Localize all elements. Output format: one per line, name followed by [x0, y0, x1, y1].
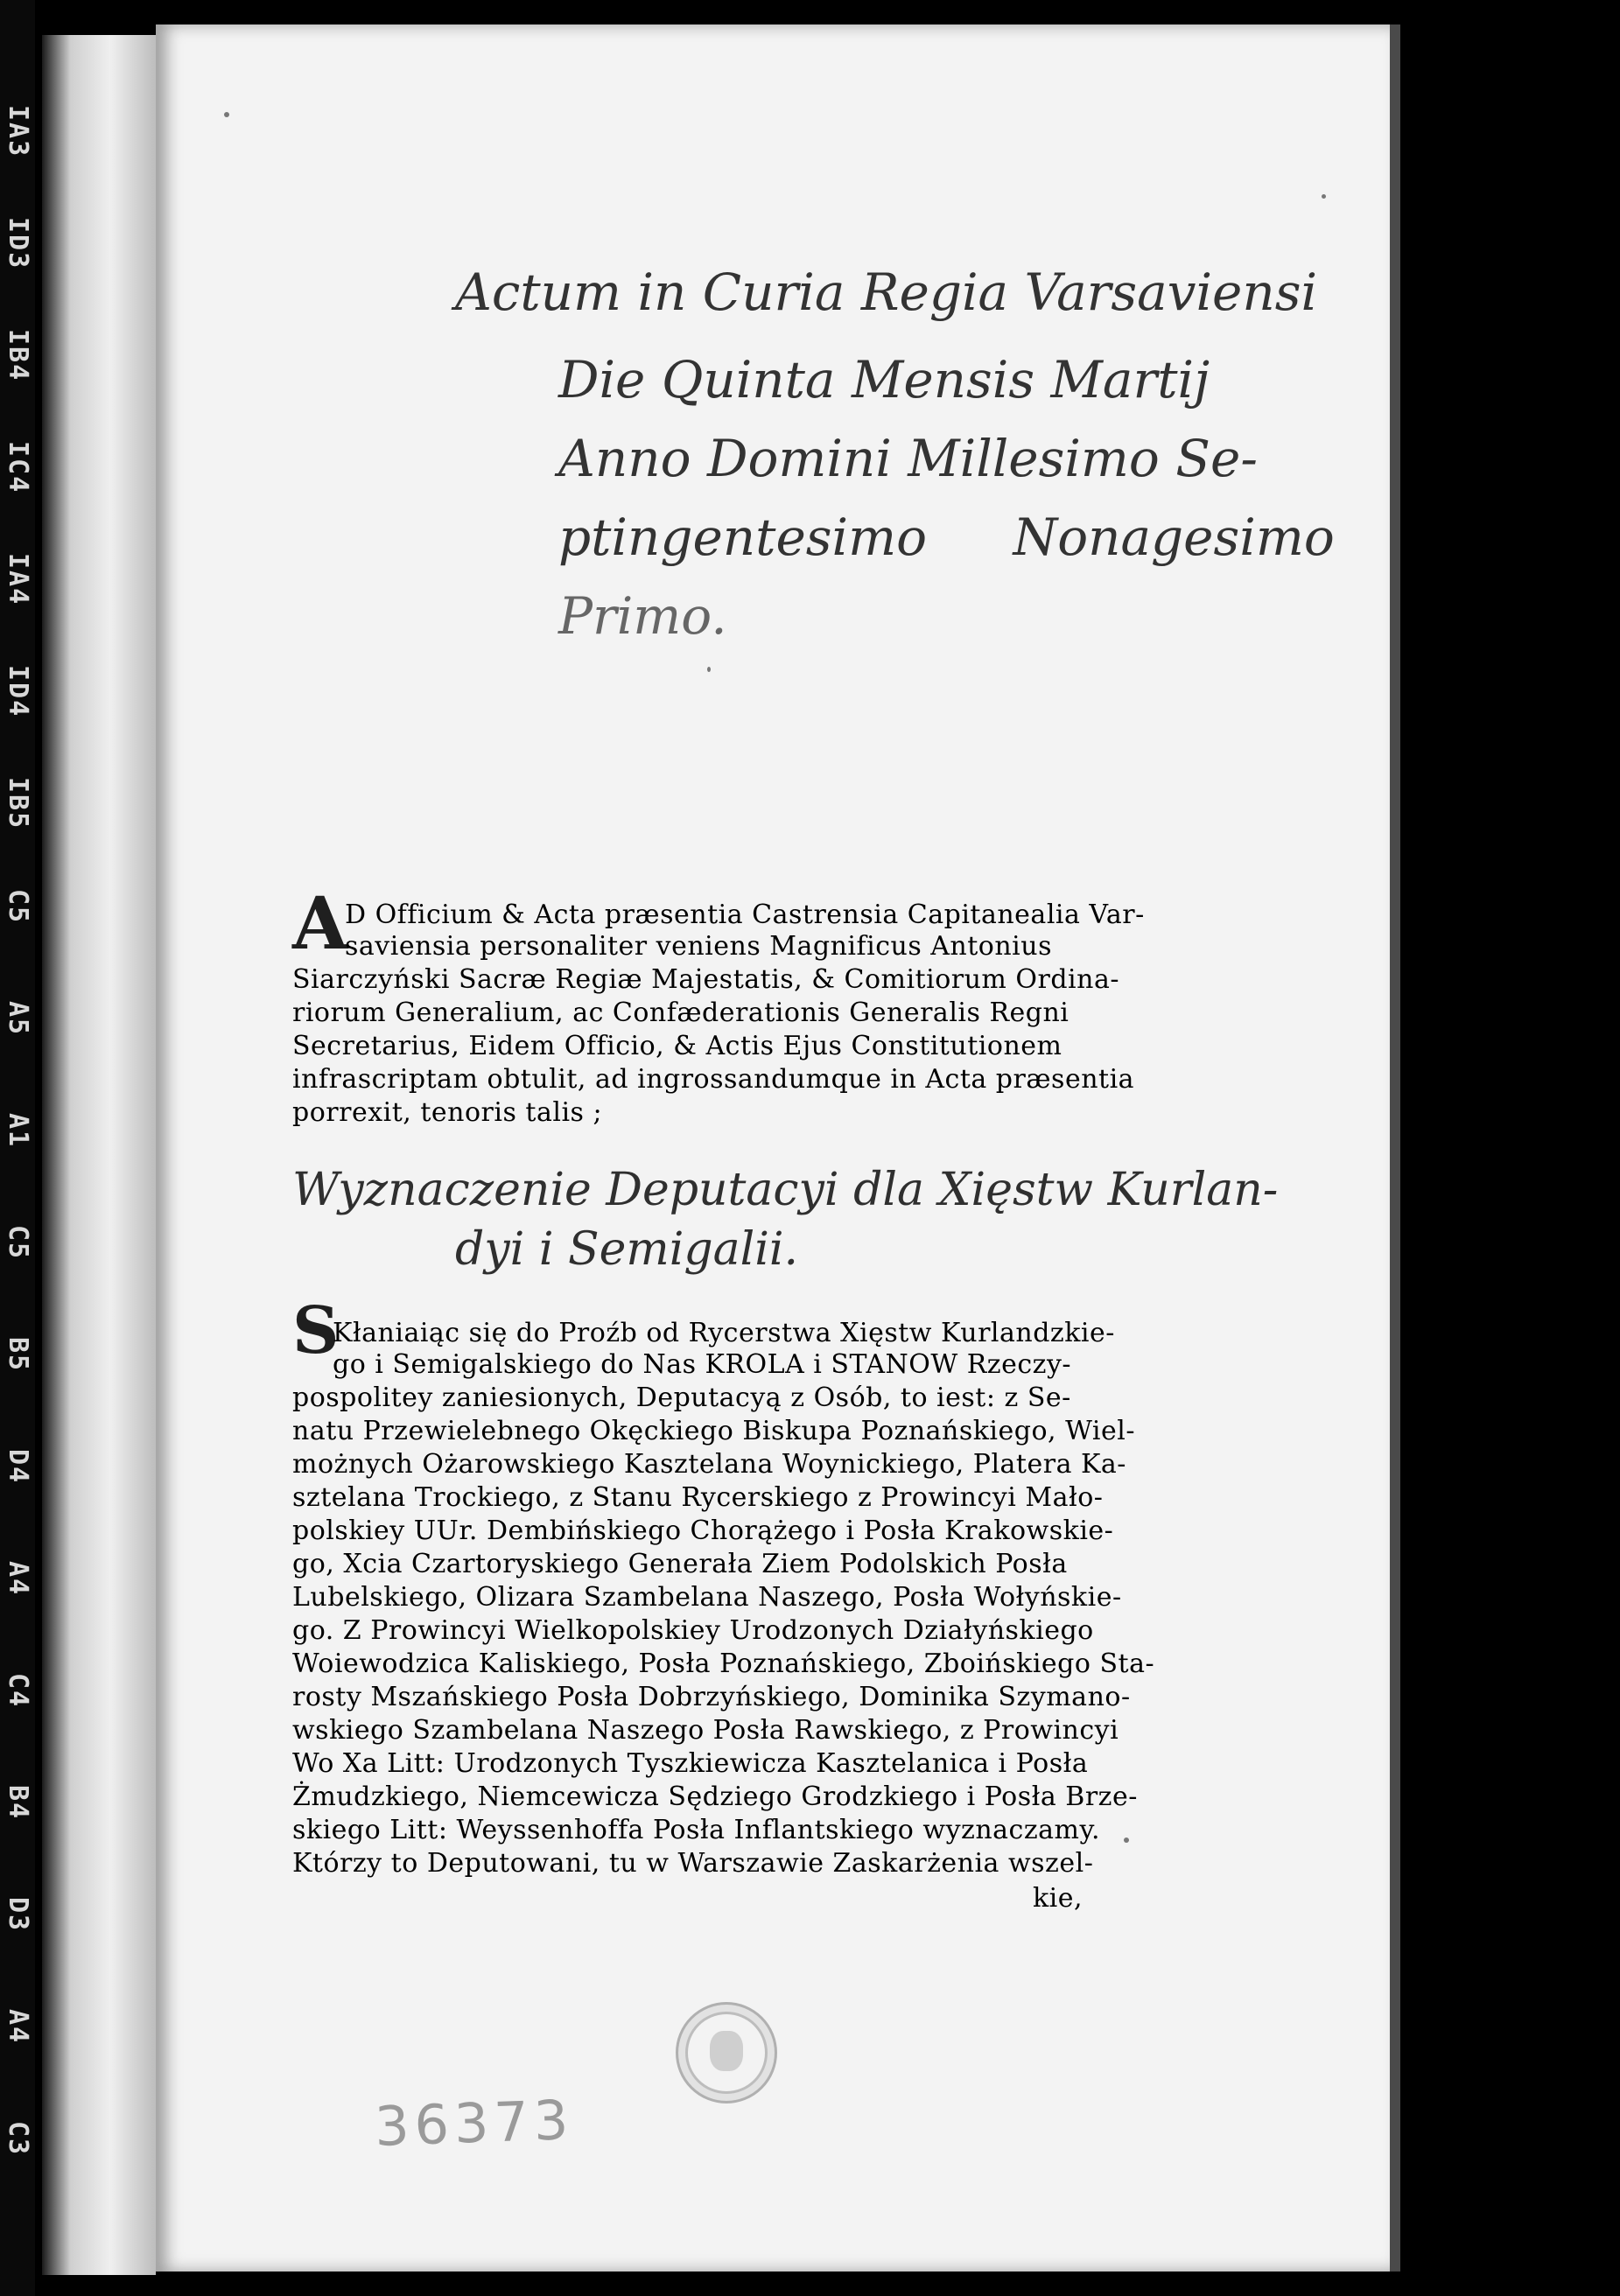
edge-label: IB4	[3, 329, 33, 382]
intro-line: porrexit, tenoris talis ;	[292, 1097, 603, 1128]
body-line: polskiey UUr. Dembińskiego Chorążego i Posła Krakowskie-	[292, 1516, 1114, 1546]
edge-label: C5	[3, 889, 33, 925]
body-line: Wo Xa Litt: Urodzonych Tyszkiewicza Kasztelanica i Posła	[292, 1748, 1089, 1779]
body-line: go. Z Prowincyi Wielkopolskiey Urodzonych Działyńskiego	[292, 1615, 1094, 1646]
page-edge-shadow	[1390, 24, 1400, 2272]
edge-label: D3	[3, 1897, 33, 1933]
edge-label: C4	[3, 1673, 33, 1709]
body-line: pospolitey zaniesionych, Deputacyą z Osób, to iest: z Se-	[292, 1382, 1071, 1413]
edge-label: IA3	[3, 105, 33, 158]
edge-label: C3	[3, 2121, 33, 2157]
heading-line: Anno Domini Millesimo Se-	[558, 429, 1258, 488]
paper-speck	[1322, 194, 1326, 199]
body-dropcap: S	[292, 1293, 340, 1368]
heading-line: Die Quinta Mensis Martij	[558, 350, 1210, 410]
edge-label: C5	[3, 1225, 33, 1261]
subtitle-line: Wyznaczenie Deputacyi dla Xięstw Kurlan-	[292, 1164, 1279, 1216]
body-line: sztelana Trockiego, z Stanu Rycerskiego z Prowincyi Mało-	[292, 1482, 1104, 1513]
edge-label: IB5	[3, 777, 33, 830]
subtitle-line: dyi i Semigalii.	[455, 1223, 799, 1276]
edge-label: A1	[3, 1113, 33, 1149]
intro-line: D Officium & Acta præsentia Castrensia Capitanealia Var-	[345, 900, 1145, 930]
body-line: możnych Ożarowskiego Kasztelana Woynickiego, Platera Ka-	[292, 1449, 1126, 1480]
intro-dropcap: A	[292, 882, 348, 966]
edge-label: B5	[3, 1337, 33, 1373]
paper-speck	[707, 667, 711, 672]
body-line: Którzy to Deputowani, tu w Warszawie Zaskarżenia wszel-	[292, 1848, 1094, 1879]
body-line: go i Semigalskiego do Nas KROLA i STANOW Rzeczy-	[333, 1349, 1072, 1380]
edge-label: D4	[3, 1449, 33, 1485]
heading-line: ptingentesimo Nonagesimo	[558, 508, 1335, 567]
intro-line: Siarczyński Sacræ Regiæ Majestatis, & Comitiorum Ordina-	[292, 964, 1119, 995]
edge-label: A4	[3, 1561, 33, 1597]
library-stamp-icon	[676, 2002, 777, 2104]
handwritten-number: 36373	[373, 2088, 575, 2159]
book-spine	[42, 35, 156, 2275]
edge-label: IC4	[3, 441, 33, 494]
intro-line: riorum Generalium, ac Confæderationis Generalis Regni	[292, 998, 1069, 1028]
paper-speck	[1124, 1838, 1129, 1843]
body-line: go, Xcia Czartoryskiego Generała Ziem Podolskich Posła	[292, 1549, 1068, 1579]
body-line: kie,	[1033, 1883, 1084, 1914]
edge-label: IA4	[3, 553, 33, 606]
intro-line: infrascriptam obtulit, ad ingrossandumque in Acta præsentia	[292, 1064, 1135, 1095]
edge-label: ID3	[3, 217, 33, 270]
intro-line: Secretarius, Eidem Officio, & Actis Ejus Constitutionem	[292, 1031, 1062, 1061]
edge-label: B4	[3, 1785, 33, 1821]
paper-speck	[224, 112, 229, 117]
intro-line: saviensia personaliter veniens Magnificus Antonius	[345, 931, 1052, 962]
body-line: Lubelskiego, Olizara Szambelana Naszego, Posła Wołyńskie-	[292, 1582, 1122, 1613]
heading-line: Primo.	[558, 586, 727, 646]
body-line: Żmudzkiego, Niemcewicza Sędziego Grodzkiego i Posła Brze-	[292, 1782, 1138, 1812]
body-line: natu Przewielebnego Okęckiego Biskupa Poznańskiego, Wiel-	[292, 1416, 1135, 1446]
body-line: rosty Mszańskiego Posła Dobrzyńskiego, Dominika Szymano-	[292, 1682, 1131, 1712]
edge-label: A4	[3, 2009, 33, 2045]
edge-label: ID4	[3, 665, 33, 718]
body-line: Kłaniaiąc się do Proźb od Rycerstwa Xięstw Kurlandzkie-	[333, 1318, 1115, 1348]
edge-label: A5	[3, 1001, 33, 1037]
body-line: wskiego Szambelana Naszego Posła Rawskiego, z Prowincyi	[292, 1715, 1119, 1746]
body-line: Woiewodzica Kaliskiego, Posła Poznańskiego, Zboińskiego Sta-	[292, 1648, 1155, 1679]
body-line: skiego Litt: Weyssenhoffa Posła Inflantskiego wyznaczamy.	[292, 1815, 1100, 1845]
heading-line: Actum in Curia Regia Varsaviensi	[455, 262, 1318, 322]
